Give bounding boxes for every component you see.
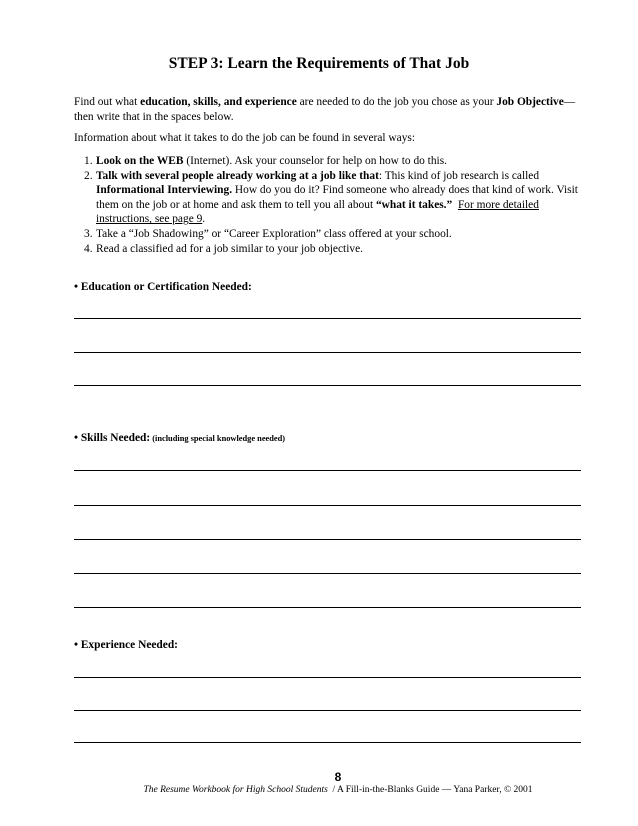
skills-line-4[interactable] (74, 573, 581, 574)
skills-label: • Skills Needed: (including special knowledge needed) (74, 432, 286, 444)
experience-line-3[interactable] (74, 742, 581, 743)
experience-line-1[interactable] (74, 677, 581, 678)
education-line-2[interactable] (74, 352, 581, 353)
see-page-9-link[interactable]: For more detailed instructions, see page 9 (96, 198, 539, 226)
ways-list (74, 154, 594, 256)
list-item: 2. Talk with several people already working at a job like that: This kind of job research is called Informational Interviewing. How do you do it? Find someone who already does that kind of work. Visit them on the job or at home and ask them to tell you all about “what it takes.” For more detailed instructions, see page 9. (84, 169, 578, 226)
list-item: 3. Take a “Job Shadowing” or “Career Exploration” class offered at your school. (84, 227, 452, 240)
experience-label: • Experience Needed: (74, 639, 178, 651)
skills-line-1[interactable] (74, 470, 581, 471)
education-line-3[interactable] (74, 385, 581, 386)
footer: The Resume Workbook for High School Students / A Fill-in-the-Blanks Guide — Yana Parker, © 2001 (143, 785, 533, 795)
list-item: 1. Look on the WEB (Internet). Ask your counselor for help on how to do this. (84, 155, 447, 167)
experience-line-2[interactable] (74, 710, 581, 711)
info-line: Information about what it takes to do the job can be found in several ways: (74, 132, 415, 144)
education-label: • Education or Certification Needed: (74, 281, 252, 293)
list-item: 4. Read a classified ad for a job similar to your job objective. (84, 242, 363, 255)
skills-line-2[interactable] (74, 505, 581, 506)
page-title: STEP 3: Learn the Requirements of That Job (168, 55, 470, 72)
skills-line-5[interactable] (74, 607, 581, 608)
education-line-1[interactable] (74, 318, 581, 319)
skills-line-3[interactable] (74, 539, 581, 540)
intro-paragraph: Find out what education, skills, and experience are needed to do the job you chose as your Job Objective—then write that in the spaces below. (74, 96, 576, 123)
page-number: 8 (334, 770, 342, 784)
